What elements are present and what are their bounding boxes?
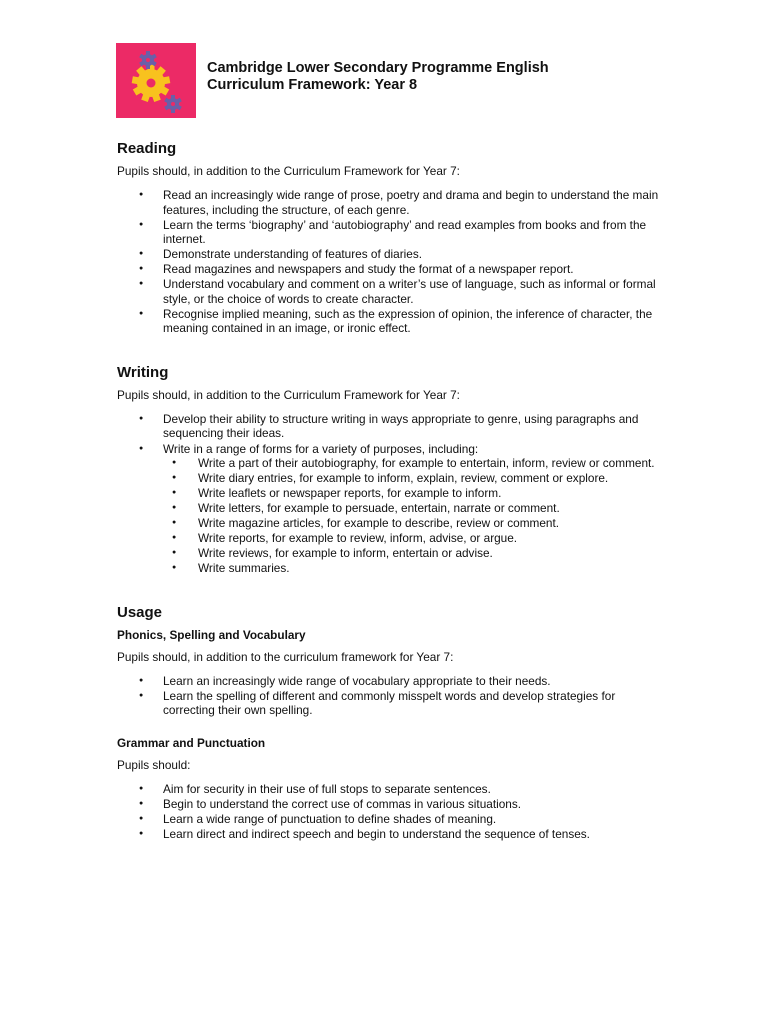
list-item: ● Aim for security in their use of full stops to separate sentences. [117, 782, 662, 797]
list-item: ● Begin to understand the correct use of commas in various situations. [117, 797, 662, 812]
list-item: ● Learn direct and indirect speech and begin to understand the sequence of tenses. [117, 827, 662, 842]
document-title-line1: Cambridge Lower Secondary Programme English [207, 60, 549, 76]
list-item: ● Write letters, for example to persuade, entertain, narrate or comment. [163, 501, 662, 516]
document-title-line2: Curriculum Framework: Year 8 [207, 77, 418, 93]
document-body [117, 140, 662, 842]
reading-intro: Pupils should, in addition to the Curriculum Framework for Year 7: [117, 164, 460, 178]
writing-heading: Writing [117, 363, 169, 381]
list-item: ● Read magazines and newspapers and study the format of a newspaper report. [117, 262, 662, 277]
list-item: ● Demonstrate understanding of features of diaries. [117, 247, 662, 262]
list-item-text: Write in a range of forms for a variety of purposes, including: [163, 441, 479, 456]
list-item: ● Write magazine articles, for example to describe, review or comment. [163, 516, 662, 531]
list-item: ● Learn an increasingly wide range of vocabulary appropriate to their needs. [117, 674, 662, 689]
usage-section [117, 604, 662, 842]
programme-logo [116, 43, 196, 118]
list-item: ● Learn a wide range of punctuation to define shades of meaning. [117, 812, 662, 827]
phonics-intro: Pupils should, in addition to the curriculum framework for Year 7: [117, 649, 454, 664]
list-item: ● Learn the terms ‘biography’ and ‘autobiography’ and read examples from books and from the internet. [117, 218, 662, 247]
list-item: ● Write summaries. [163, 561, 662, 576]
writing-section [117, 364, 662, 576]
list-item: ● Learn the spelling of different and commonly misspelt words and develop strategies for correcting their own spelling. [117, 689, 662, 718]
writing-list [117, 412, 662, 576]
list-item-with-sublist [117, 442, 662, 576]
list-item: ● Write reports, for example to review, inform, advise, or argue. [163, 531, 662, 546]
reading-list [117, 188, 662, 336]
writing-forms-list [163, 456, 662, 576]
list-item: ● Write a part of their autobiography, for example to entertain, inform, review or comment. [163, 456, 662, 471]
list-item: ● Write leaflets or newspaper reports, for example to inform. [163, 486, 662, 501]
grammar-heading: Grammar and Punctuation [117, 735, 266, 750]
phonics-subsection [117, 628, 662, 718]
usage-heading: Usage [117, 603, 163, 621]
reading-heading: Reading [117, 140, 177, 157]
document-title [207, 60, 549, 94]
grammar-list [117, 782, 662, 842]
list-item: ● Recognise implied meaning, such as the expression of opinion, the inference of character, the meaning contained in an image, or ironic effect. [117, 307, 662, 336]
phonics-list [117, 674, 662, 718]
phonics-heading: Phonics, Spelling and Vocabulary [117, 627, 306, 642]
list-item: ● Develop their ability to structure writing in ways appropriate to genre, using paragraphs and sequencing their ideas. [117, 412, 662, 441]
list-item: ● Read an increasingly wide range of prose, poetry and drama and begin to understand the main features, including the structure, of each genre. [117, 188, 662, 217]
list-item: ● Write diary entries, for example to inform, explain, review, comment or explore. [163, 471, 662, 486]
reading-section [117, 140, 662, 336]
list-item: ● Understand vocabulary and comment on a writer’s use of language, such as informal or formal style, or the choice of words to create character. [117, 277, 662, 306]
grammar-intro: Pupils should: [117, 757, 191, 772]
writing-intro: Pupils should, in addition to the Curriculum Framework for Year 7: [117, 387, 460, 402]
list-item: ● Write reviews, for example to inform, entertain or advise. [163, 546, 662, 561]
grammar-subsection [117, 736, 662, 842]
